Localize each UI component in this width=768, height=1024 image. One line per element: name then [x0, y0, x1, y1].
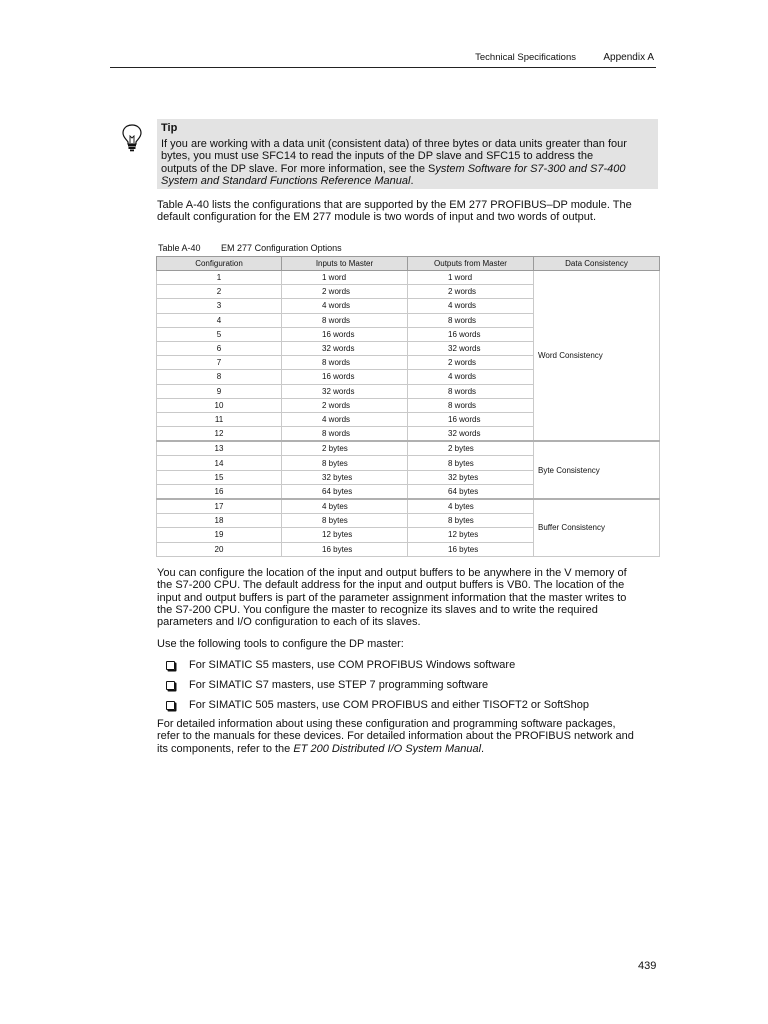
tip-line: outputs of the DP slave. For more information, see the System Software for S7-300 and S7-400 [161, 162, 626, 175]
buffer-paragraph: You can configure the location of the input and output buffers to be anywhere in the V memory of the S7-200 CPU. The default address for the input and output buffers is VB0. The location of the input and output buffers is part of the parameter assignment information that the master writes to the S7-200 CPU. You configure the master to recognize its slaves and to write the required parameters and I/O configuration to each of its slaves. [157, 567, 627, 629]
config-cell: 17 [157, 499, 282, 514]
outputs-cell: 16 words [408, 327, 534, 341]
outputs-cell: 2 bytes [408, 441, 534, 456]
outputs-cell: 32 bytes [408, 470, 534, 484]
config-cell: 9 [157, 384, 282, 398]
lightbulb-icon [121, 123, 143, 153]
outputs-cell: 8 bytes [408, 514, 534, 528]
page-header [110, 50, 656, 68]
column-header: Data Consistency [534, 257, 660, 271]
checkbox-bullet-icon [166, 661, 175, 670]
outputs-cell: 2 words [408, 285, 534, 299]
config-cell: 20 [157, 542, 282, 556]
tip-title: Tip [161, 122, 178, 134]
config-cell: 19 [157, 528, 282, 542]
outputs-cell: 8 words [408, 313, 534, 327]
table-header-row [157, 257, 660, 271]
inputs-cell: 2 words [282, 398, 408, 412]
tip-line: bytes, you must use SFC14 to read the inputs of the DP slave and SFC15 to address the [161, 150, 594, 162]
tip-box [157, 119, 658, 189]
inputs-cell: 4 bytes [282, 499, 408, 514]
header-section: Technical Specifications [475, 52, 576, 63]
outputs-cell: 8 words [408, 384, 534, 398]
detail-paragraph: For detailed information about using these configuration and programming software packages, refer to the manuals for these devices. For detailed information about the PROFIBUS network and its components, refer to the ET 200 Distributed I/O System Manual. [157, 718, 634, 755]
inputs-cell: 1 word [282, 271, 408, 285]
header-appendix: Appendix A [603, 52, 654, 63]
inputs-cell: 8 words [282, 313, 408, 327]
tools-intro: Use the following tools to configure the DP master: [157, 638, 404, 650]
inputs-cell: 32 words [282, 384, 408, 398]
config-cell: 5 [157, 327, 282, 341]
config-cell: 13 [157, 441, 282, 456]
configuration-table [156, 256, 660, 557]
outputs-cell: 32 words [408, 427, 534, 442]
config-cell: 18 [157, 514, 282, 528]
table-caption [158, 243, 342, 253]
consistency-cell: Word Consistency [534, 271, 660, 442]
column-header: Configuration [157, 257, 282, 271]
table-title: EM 277 Configuration Options [221, 243, 342, 253]
config-cell: 8 [157, 370, 282, 384]
config-cell: 12 [157, 427, 282, 442]
tip-line: If you are working with a data unit (consistent data) of three bytes or data units greater than four [161, 137, 627, 150]
column-header: Inputs to Master [282, 257, 408, 271]
outputs-cell: 16 words [408, 412, 534, 426]
table-row [157, 271, 660, 285]
config-cell: 11 [157, 412, 282, 426]
inputs-cell: 2 words [282, 285, 408, 299]
outputs-cell: 8 words [408, 398, 534, 412]
outputs-cell: 1 word [408, 271, 534, 285]
consistency-cell: Buffer Consistency [534, 499, 660, 556]
config-cell: 1 [157, 271, 282, 285]
inputs-cell: 12 bytes [282, 528, 408, 542]
outputs-cell: 32 words [408, 341, 534, 355]
column-header: Outputs from Master [408, 257, 534, 271]
table-number: Table A-40 [158, 243, 201, 253]
inputs-cell: 16 words [282, 327, 408, 341]
inputs-cell: 4 words [282, 299, 408, 313]
inputs-cell: 8 bytes [282, 456, 408, 470]
inputs-cell: 8 words [282, 427, 408, 442]
config-cell: 14 [157, 456, 282, 470]
checkbox-bullet-icon [166, 701, 175, 710]
config-cell: 4 [157, 313, 282, 327]
inputs-cell: 32 bytes [282, 470, 408, 484]
outputs-cell: 4 bytes [408, 499, 534, 514]
outputs-cell: 2 words [408, 356, 534, 370]
table-row [157, 499, 660, 514]
inputs-cell: 32 words [282, 341, 408, 355]
consistency-cell: Byte Consistency [534, 441, 660, 499]
intro-paragraph: Table A-40 lists the configurations that are supported by the EM 277 PROFIBUS–DP module. The default configuration for the EM 277 module is two words of input and two words of output. [157, 199, 632, 224]
inputs-cell: 16 words [282, 370, 408, 384]
inputs-cell: 8 bytes [282, 514, 408, 528]
inputs-cell: 2 bytes [282, 441, 408, 456]
outputs-cell: 4 words [408, 370, 534, 384]
page-number: 439 [638, 960, 657, 972]
outputs-cell: 8 bytes [408, 456, 534, 470]
config-cell: 15 [157, 470, 282, 484]
outputs-cell: 16 bytes [408, 542, 534, 556]
table-body [157, 271, 660, 557]
config-cell: 3 [157, 299, 282, 313]
checkbox-bullet-icon [166, 681, 175, 690]
outputs-cell: 64 bytes [408, 484, 534, 499]
config-cell: 6 [157, 341, 282, 355]
inputs-cell: 8 words [282, 356, 408, 370]
tip-line: System and Standard Functions Reference Manual. [161, 175, 414, 187]
outputs-cell: 12 bytes [408, 528, 534, 542]
inputs-cell: 64 bytes [282, 484, 408, 499]
table-row [157, 441, 660, 456]
inputs-cell: 16 bytes [282, 542, 408, 556]
outputs-cell: 4 words [408, 299, 534, 313]
config-cell: 2 [157, 285, 282, 299]
inputs-cell: 4 words [282, 412, 408, 426]
config-cell: 7 [157, 356, 282, 370]
config-cell: 16 [157, 484, 282, 499]
config-cell: 10 [157, 398, 282, 412]
